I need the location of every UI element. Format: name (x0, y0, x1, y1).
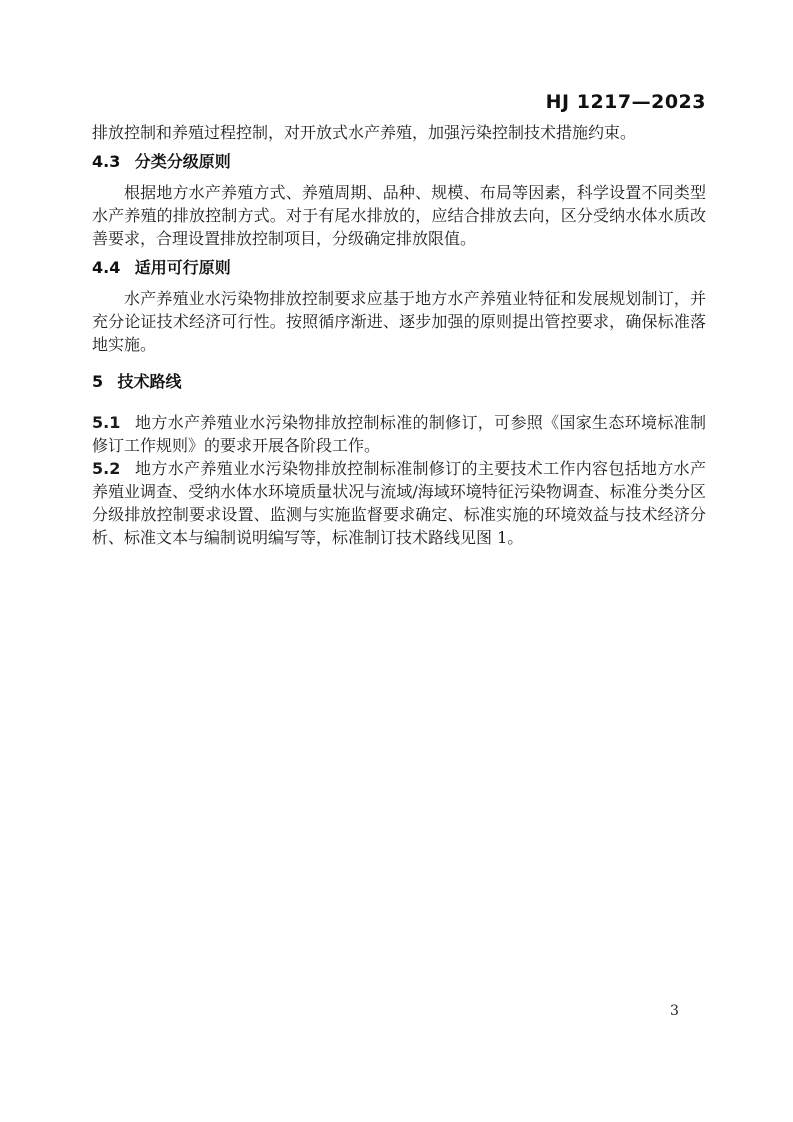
section-heading-4-3 (92, 150, 706, 173)
continuation-paragraph: 排放控制和养殖过程控制，对开放式水产养殖，加强污染控制技术措施约束。 (92, 123, 637, 142)
section-4-4-paragraph: 水产养殖业水污染物排放控制要求应基于地方水产养殖业特征和发展规划制订，并充分论证技术经济可行性。按照循序渐进、逐步加强的原则提出管控要求，确保标准落地实施。 (92, 289, 706, 354)
section-heading-4-4 (92, 256, 706, 279)
section-4-3-paragraph: 根据地方水产养殖方式、养殖周期、品种、规模、布局等因素，科学设置不同类型水产养殖的排放控制方式。对于有尾水排放的，应结合排放去向，区分受纳水体水质改善要求，合理设置排放控制项目，分级确定排放限值。 (92, 183, 706, 248)
section-5-number: 5 (92, 372, 104, 391)
section-4-3-number: 4.3 (92, 152, 121, 171)
clause-5-1-number: 5.1 (92, 413, 121, 432)
section-heading-5 (92, 370, 706, 393)
section-4-4-number: 4.4 (92, 258, 121, 277)
section-5-title: 技术路线 (117, 372, 182, 391)
clause-5-2-text: 地方水产养殖业水污染物排放控制标准制修订的主要技术工作内容包括地方水产养殖业调查、受纳水体水环境质量状况与流域/海域环境特征污染物调查、标准分类分区分级排放控制要求设置、监测与实施监督要求确定、标准实施的环境效益与技术经济分析、标准文本与编制说明编写等，标准制订技术路线见图 1。 (92, 459, 706, 547)
clause-5-2 (92, 457, 706, 549)
clause-5-2-number: 5.2 (92, 459, 121, 478)
page-content (92, 92, 706, 549)
clause-5-1-text: 地方水产养殖业水污染物排放控制标准的制修订，可参照《国家生态环境标准制修订工作规则》的要求开展各阶段工作。 (92, 413, 706, 455)
section-4-4-title: 适用可行原则 (134, 258, 231, 277)
page-number: 3 (670, 1003, 679, 1019)
section-4-3-title: 分类分级原则 (134, 152, 231, 171)
standard-code-header: HJ 1217—2023 (545, 91, 706, 113)
clause-5-1 (92, 411, 706, 457)
